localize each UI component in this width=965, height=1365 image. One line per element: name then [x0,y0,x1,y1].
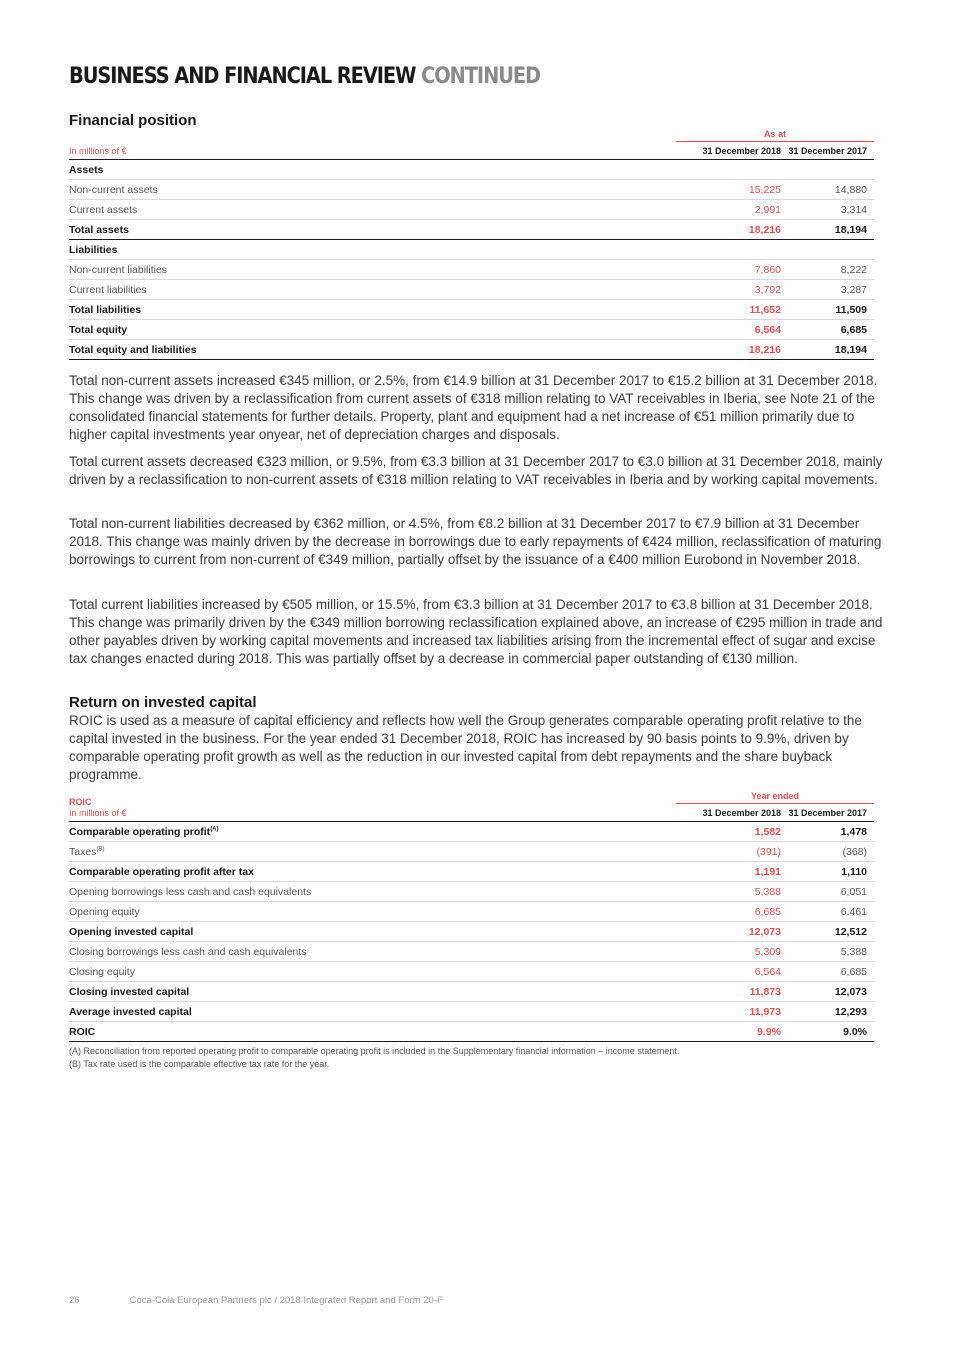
row-label: Total assets [69,220,689,240]
row-label: Closing equity [69,962,689,982]
page-footer [69,1295,443,1306]
row-label: Closing borrowings less cash and cash equivalents [69,942,689,962]
row-label: Assets [69,160,689,180]
value-2018: 5,309 [689,942,787,962]
footer-text: Coca-Cola European Partners plc / 2018 Integrated Report and Form 20-F [129,1295,443,1306]
row-label: Taxes$^{(B)}$ [69,842,689,862]
value-2017: 1,110 [787,862,874,882]
value-2018: 18,216 [689,340,787,360]
value-2017: 6,685 [787,962,874,982]
col-header-2018: 31 December 2018 [689,143,787,160]
table-header-row [69,805,874,822]
value-2017: 14,880 [787,180,874,200]
table-row [69,300,874,320]
row-label: Average invested capital [69,1002,689,1022]
value-2017: 8,222 [787,260,874,280]
page-number: 26 [69,1295,80,1306]
row-label: Opening borrowings less cash and cash equivalents [69,882,689,902]
table-row [69,1022,874,1042]
col-header-2017: 31 December 2017 [787,805,874,822]
footnote-ref: (B) [96,846,105,852]
roic-table-label: ROIC [69,797,92,807]
table-row [69,180,874,200]
row-label: Total liabilities [69,300,689,320]
table-row [69,200,874,220]
paragraph-non-current-assets: Total non-current assets increased €345 million, or 2.5%, from €14.9 billion at 31 December 2017 to €15.2 billion at 31 December 2018. This change was driven by a reclassification from current assets of €318 million relating to VAT receivables in Iberia, see Note 21 of the consolidated financial statements for further details. Property, plant and equipment had a net increase of €51 million primarily due to higher capital investments year onyear, net of depreciation charges and disposals. [69,373,878,442]
row-label: Opening equity [69,902,689,922]
footnote-a: (A) Reconciliation from reported operating profit to comparable operating profit is included in the Supplementary financial information – income statement. [69,1046,680,1056]
table-row [69,822,874,842]
value-2018: 7,860 [689,260,787,280]
value-2018: 6,564 [689,962,787,982]
table-row [69,260,874,280]
value-2017: 6,461 [787,902,874,922]
value-2017: (368) [787,842,874,862]
value-2018: (391) [689,842,787,862]
table-row [69,842,874,862]
table-row [69,280,874,300]
table-row [69,340,874,360]
table-row [69,922,874,942]
row-label: Liabilities [69,240,689,260]
col-header-2018: 31 December 2018 [689,805,787,822]
roic-section-title: Return on invested capital [69,694,257,711]
col-header-2017: 31 December 2017 [787,143,874,160]
table-row [69,962,874,982]
row-label: Total equity and liabilities [69,340,689,360]
roic-table [69,805,874,1042]
value-2018: 6,685 [689,902,787,922]
value-2017: 5,388 [787,942,874,962]
value-2017: 6,051 [787,882,874,902]
value-2018: 12,073 [689,922,787,942]
value-2018: 15,225 [689,180,787,200]
row-label: Non-current liabilities [69,260,689,280]
paragraph-current-assets: Total current assets decreased €323 million, or 9.5%, from €3.3 billion at 31 December 2017 to €3.0 billion at 31 December 2018, mainly driven by a reclassification to non-current assets of €318 million relating to VAT receivables in Iberia and by working capital movements. [69,454,883,487]
table-row [69,1002,874,1022]
roic-paragraph: ROIC is used as a measure of capital efficiency and reflects how well the Group generates comparable operating profit relative to the capital invested in the business. For the year ended 31 December 2018, ROIC has increased by 90 basis points to 9.9%, driven by comparable operating profit growth as well as the reduction in our invested capital from debt repayments and the share buyback programme. [69,713,862,782]
table-row [69,160,874,180]
row-label: Current liabilities [69,280,689,300]
value-2018: 2,991 [689,200,787,220]
value-2017: 1,478 [787,822,874,842]
financial-position-table [69,143,874,360]
year-ended-label: Year ended [676,791,874,804]
value-2018: 11,873 [689,982,787,1002]
value-2018: 5,388 [689,882,787,902]
value-2017: 12,293 [787,1002,874,1022]
table-header-row [69,143,874,160]
row-label: Opening invested capital [69,922,689,942]
value-2018: 11,652 [689,300,787,320]
value-2017: 6,685 [787,320,874,340]
header-title: BUSINESS AND FINANCIAL REVIEW [69,64,416,89]
as-at-label: As at [676,129,874,142]
paragraph-current-liabilities: Total current liabilities increased by €505 million, or 15.5%, from €3.3 billion at 31 December 2017 to €3.8 billion at 31 December 2018. This change was primarily driven by the €349 million borrowing reclassification explained above, an increase of €295 million in trade and other payables driven by working capital movements and increased tax liabilities arising from the incremental effect of sugar and excise tax changes enacted during 2018. This was partially offset by a decrease in commercial paper outstanding of €130 million. [69,597,883,666]
row-label: Comparable operating profit$^{(A)}$ [69,822,689,842]
table-row [69,982,874,1002]
row-label: Comparable operating profit after tax [69,862,689,882]
value-2017: 11,509 [787,300,874,320]
financial-position-title: Financial position [69,112,197,129]
paragraph-non-current-liabilities: Total non-current liabilities decreased by €362 million, or 4.5%, from €8.2 billion at 31 December 2017 to €7.9 billion at 31 December 2018. This change was mainly driven by the decrease in borrowings due to early repayments of €424 million, reclassification of maturing borrowings to current from non-current of €349 million, partially offset by the issuance of a €400 million Eurobond in November 2018. [69,516,882,567]
value-2017: 12,073 [787,982,874,1002]
value-2017: 3,314 [787,200,874,220]
value-2018: 18,216 [689,220,787,240]
footnote-b: (B) Tax rate used is the comparable effective tax rate for the year. [69,1059,330,1069]
value-2018: 1,191 [689,862,787,882]
unit-label: In millions of € [69,143,689,160]
row-label: Non-current assets [69,180,689,200]
unit-label: In millions of € [69,805,689,822]
table-row [69,862,874,882]
page-header [69,64,540,89]
row-label: Current assets [69,200,689,220]
row-label: Total equity [69,320,689,340]
value-2017: 12,512 [787,922,874,942]
header-continued: CONTINUED [421,64,541,89]
value-2017: 9.0% [787,1022,874,1042]
value-2018: 1,582 [689,822,787,842]
table-row [69,902,874,922]
row-label: ROIC [69,1022,689,1042]
value-2018: 9.9% [689,1022,787,1042]
value-2018: 11,973 [689,1002,787,1022]
value-2017: 18,194 [787,220,874,240]
value-2018: 3,792 [689,280,787,300]
value-2018: 6,564 [689,320,787,340]
value-2017: 18,194 [787,340,874,360]
footnote-ref: (A) [210,826,219,832]
table-row [69,320,874,340]
table-row [69,240,874,260]
table-row [69,942,874,962]
table-row [69,882,874,902]
row-label: Closing invested capital [69,982,689,1002]
value-2017: 3,287 [787,280,874,300]
table-row [69,220,874,240]
